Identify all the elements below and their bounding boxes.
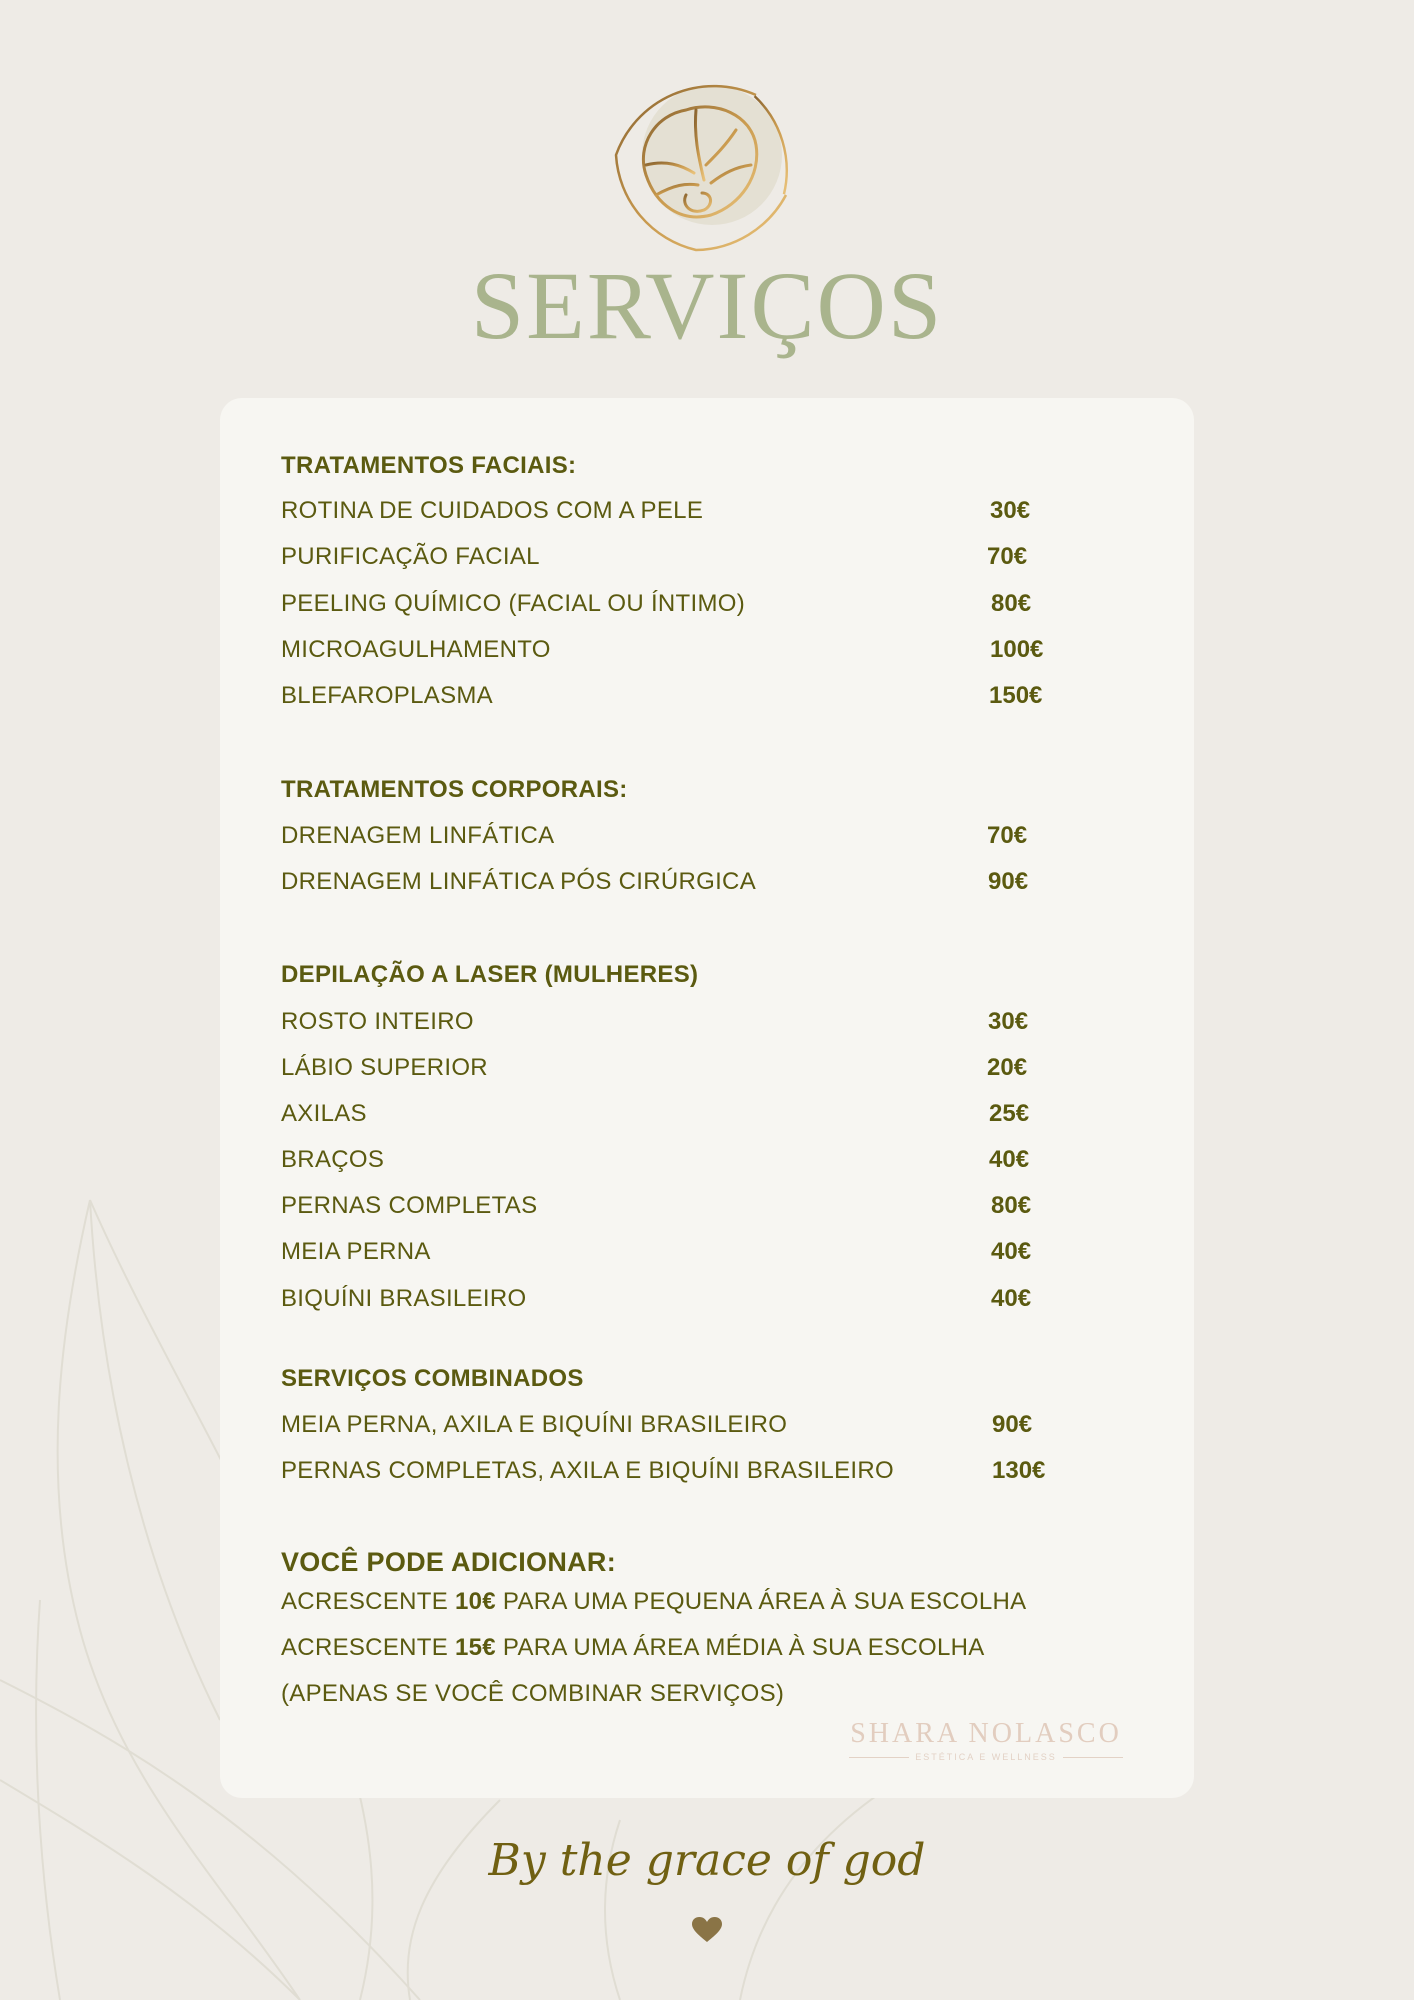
service-name: DRENAGEM LINFÁTICA PÓS CIRÚRGICA [281,868,756,895]
brand-name: SHARA NOLASCO [850,1718,1122,1749]
addon-prefix: ACRESCENTE [281,1634,449,1661]
list-item [281,1100,1111,1134]
list-item [281,1146,1111,1180]
list-item [281,636,1111,670]
list-item [281,497,1111,531]
service-price: 80€ [991,590,1032,617]
section-heading-combined: SERVIÇOS COMBINADOS [281,1365,584,1392]
service-name: ROSTO INTEIRO [281,1008,474,1035]
addon-line-medium [281,1634,985,1662]
list-item [281,1008,1111,1042]
brand-tagline: ESTÉTICA E WELLNESS [915,1752,1057,1762]
service-name: MICROAGULHAMENTO [281,636,551,663]
service-name: PEELING QUÍMICO (FACIAL OU ÍNTIMO) [281,590,746,617]
divider [849,1757,909,1758]
addon-suffix: PARA UMA PEQUENA ÁREA À SUA ESCOLHA [502,1588,1027,1615]
list-item [281,1285,1111,1319]
service-price: 100€ [990,636,1044,663]
list-item [281,822,1111,856]
service-name: AXILAS [281,1100,367,1127]
service-price: 70€ [987,822,1028,849]
addon-prefix: ACRESCENTE [281,1588,449,1615]
list-item [281,682,1111,716]
addon-note: (APENAS SE VOCÊ COMBINAR SERVIÇOS) [281,1680,785,1707]
addon-amount: 15€ [455,1634,496,1661]
list-item [281,543,1111,577]
section-heading-laser: DEPILAÇÃO A LASER (MULHERES) [281,961,699,988]
list-item [281,1457,1111,1491]
service-name: BRAÇOS [281,1146,385,1173]
service-name: DRENAGEM LINFÁTICA [281,822,555,849]
addon-amount: 10€ [455,1588,496,1615]
page-title: SERVIÇOS [470,252,944,359]
addon-line-small [281,1588,1027,1616]
list-item [281,868,1111,902]
section-heading-body: TRATAMENTOS CORPORAIS: [281,776,628,803]
service-price: 30€ [988,1008,1029,1035]
service-price: 25€ [989,1100,1030,1127]
list-item [281,1054,1111,1088]
service-name: PERNAS COMPLETAS [281,1192,538,1219]
service-name: LÁBIO SUPERIOR [281,1054,488,1081]
list-item [281,1411,1111,1445]
heart-icon [692,1917,722,1943]
service-price: 30€ [990,497,1031,524]
list-item [281,1192,1111,1226]
service-price: 130€ [992,1457,1046,1484]
addon-suffix: PARA UMA ÁREA MÉDIA À SUA ESCOLHA [502,1634,985,1661]
service-name: ROTINA DE CUIDADOS COM A PELE [281,497,704,524]
service-name: MEIA PERNA, AXILA E BIQUÍNI BRASILEIRO [281,1411,788,1438]
section-heading-facial: TRATAMENTOS FACIAIS: [281,452,577,479]
service-name: PERNAS COMPLETAS, AXILA E BIQUÍNI BRASILEIRO [281,1457,894,1484]
service-name: MEIA PERNA [281,1238,431,1265]
service-price: 90€ [988,868,1029,895]
brand-tagline-row [846,1752,1126,1762]
service-price: 20€ [987,1054,1028,1081]
service-price: 70€ [987,543,1028,570]
service-price: 40€ [991,1238,1032,1265]
brand-watermark [846,1720,1126,1762]
service-price: 40€ [989,1146,1030,1173]
service-price: 90€ [992,1411,1033,1438]
section-heading-addons: VOCÊ PODE ADICIONAR: [281,1547,617,1577]
divider [1063,1757,1123,1758]
service-price: 40€ [991,1285,1032,1312]
list-item [281,590,1111,624]
service-name: BLEFAROPLASMA [281,682,493,709]
signature-text: By the grace of god [488,1835,926,1886]
service-name: BIQUÍNI BRASILEIRO [281,1285,527,1312]
service-price: 150€ [989,682,1043,709]
list-item [281,1238,1111,1272]
service-price: 80€ [991,1192,1032,1219]
monstera-leaf-logo [586,55,806,255]
service-name: PURIFICAÇÃO FACIAL [281,543,540,570]
